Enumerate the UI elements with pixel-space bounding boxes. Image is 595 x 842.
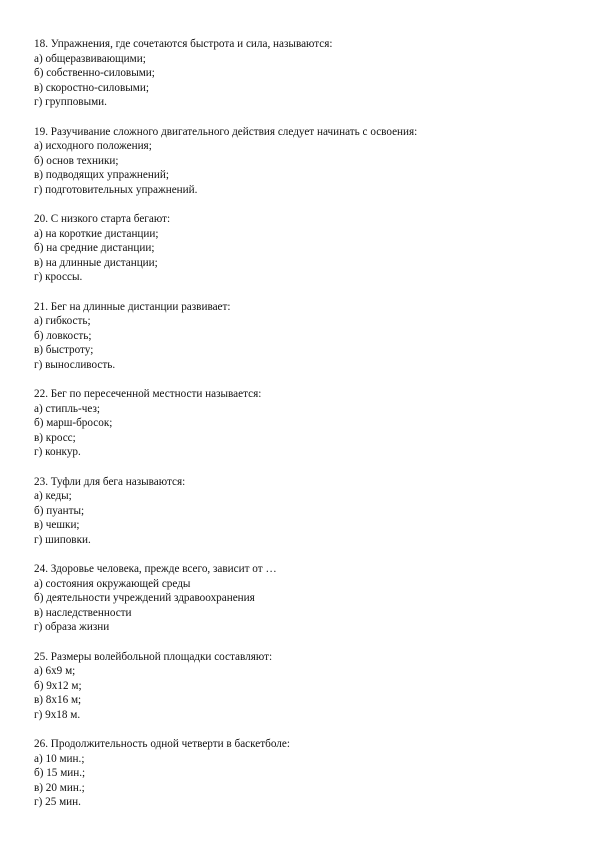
answer-option: б) на средние дистанции; bbox=[34, 242, 155, 254]
answer-option: в) чешки; bbox=[34, 519, 80, 531]
answer-option: б) собственно-силовыми; bbox=[34, 67, 155, 79]
answer-option: в) 20 мин.; bbox=[34, 781, 85, 794]
question-25 bbox=[34, 650, 564, 723]
question-text: 21. Бег на длинные дистанции развивает: bbox=[34, 300, 231, 313]
answer-option: в) наследственности bbox=[34, 606, 132, 619]
answer-option: в) кросс; bbox=[34, 431, 76, 444]
question-text: 24. Здоровье человека, прежде всего, зависит от … bbox=[34, 563, 277, 575]
answer-option: в) на длинные дистанции; bbox=[34, 256, 158, 269]
answer-option: б) пуанты; bbox=[34, 504, 85, 517]
answer-option: б) 15 мин.; bbox=[34, 767, 86, 779]
answer-option: в) подводящих упражнений; bbox=[34, 169, 169, 181]
answer-option: а) стипль-чез; bbox=[34, 402, 100, 415]
answer-option: в) 8х16 м; bbox=[34, 694, 82, 706]
answer-option: в) быстроту; bbox=[34, 344, 94, 356]
answer-option: г) кроссы. bbox=[34, 271, 83, 283]
question-text: 19. Разучивание сложного двигательного действия следует начинать с освоения: bbox=[34, 125, 418, 138]
answer-option: г) подготовительных упражнений. bbox=[34, 183, 198, 196]
answer-option: а) гибкость; bbox=[34, 315, 91, 327]
answer-option: б) 9х12 м; bbox=[34, 679, 82, 692]
answer-option: б) деятельности учреждений здравоохранения bbox=[34, 592, 255, 604]
answer-option: г) образа жизни bbox=[34, 621, 110, 633]
answer-option: б) ловкость; bbox=[34, 329, 92, 342]
answer-option: а) состояния окружающей среды bbox=[34, 577, 191, 590]
answer-option: а) на короткие дистанции; bbox=[34, 227, 159, 240]
question-18 bbox=[34, 37, 564, 110]
question-23 bbox=[34, 475, 564, 548]
answer-option: г) выносливость. bbox=[34, 358, 116, 371]
question-24 bbox=[34, 562, 564, 635]
answer-option: г) шиповки. bbox=[34, 533, 91, 546]
question-26 bbox=[34, 737, 564, 810]
question-19 bbox=[34, 125, 564, 198]
question-text: 22. Бег по пересеченной местности называется: bbox=[34, 388, 262, 400]
answer-option: а) 6х9 м; bbox=[34, 665, 76, 677]
answer-option: г) 25 мин. bbox=[34, 796, 81, 808]
question-text: 23. Туфли для бега называются: bbox=[34, 475, 186, 488]
answer-option: а) кеды; bbox=[34, 490, 72, 502]
answer-option: в) скоростно-силовыми; bbox=[34, 81, 149, 94]
question-21 bbox=[34, 300, 564, 373]
answer-option: г) 9х18 м. bbox=[34, 708, 81, 721]
answer-option: б) основ техники; bbox=[34, 154, 119, 167]
question-text: 26. Продолжительность одной четверти в баскетболе: bbox=[34, 738, 290, 750]
answer-option: а) общеразвивающими; bbox=[34, 52, 146, 65]
question-22 bbox=[34, 387, 564, 460]
answer-option: г) групповыми. bbox=[34, 96, 107, 108]
answer-option: а) 10 мин.; bbox=[34, 752, 85, 765]
question-20 bbox=[34, 212, 564, 285]
question-text: 20. С низкого старта бегают: bbox=[34, 213, 171, 225]
question-text: 25. Размеры волейбольной площадки составляют: bbox=[34, 650, 273, 663]
question-text: 18. Упражнения, где сочетаются быстрота и сила, называются: bbox=[34, 38, 333, 50]
answer-option: а) исходного положения; bbox=[34, 140, 152, 152]
document-page bbox=[34, 37, 564, 825]
answer-option: г) конкур. bbox=[34, 446, 81, 458]
answer-option: б) марш-бросок; bbox=[34, 417, 113, 429]
